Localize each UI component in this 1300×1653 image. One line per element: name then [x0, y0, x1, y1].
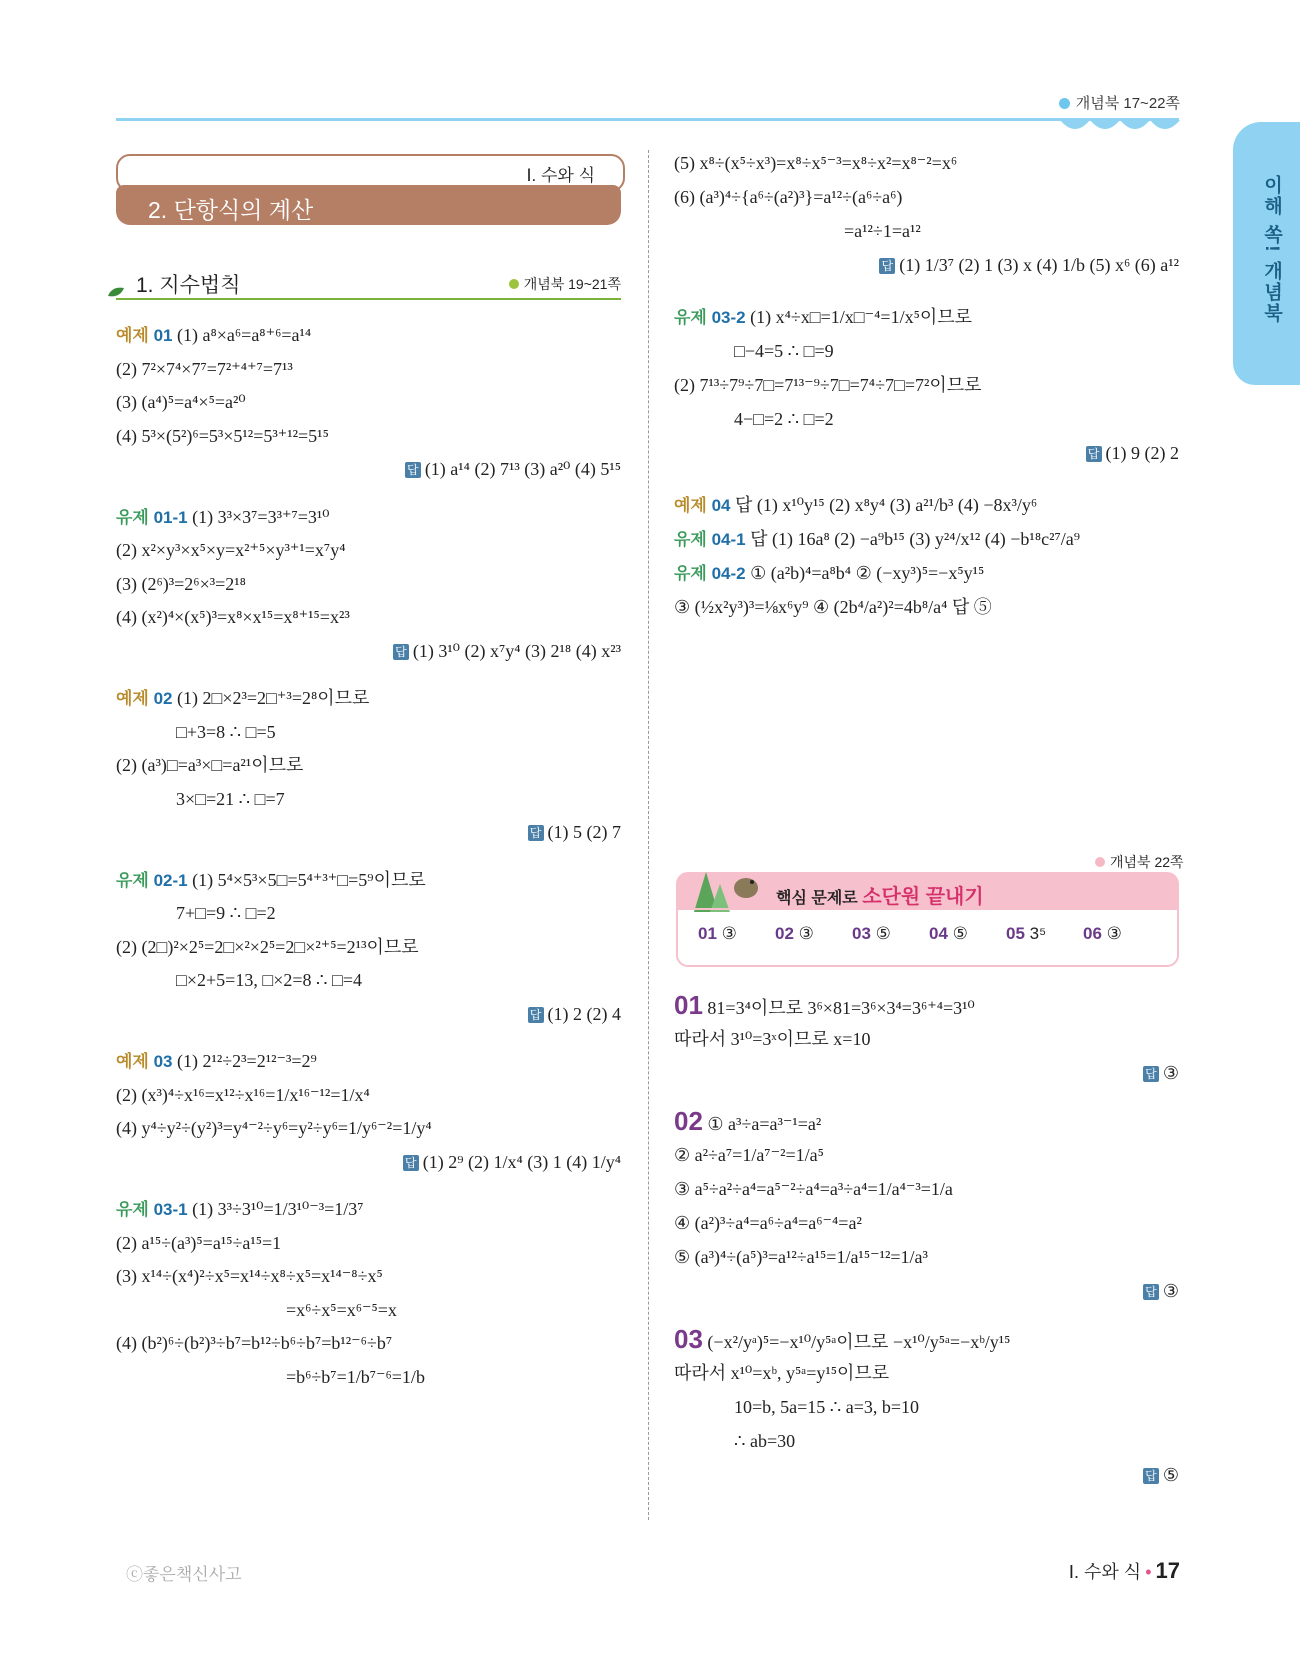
problem-number: 03-2 — [711, 308, 746, 327]
line-text: (1) 3³×3⁷=3³⁺⁷=3¹⁰ — [192, 506, 330, 527]
line-text: (4) 5³×(5²)⁶=5³×5¹²=5³⁺¹²=5¹⁵ — [116, 425, 329, 446]
content-line — [116, 1230, 621, 1256]
bullet-icon — [1095, 857, 1105, 867]
problem-number: 02-1 — [153, 870, 188, 890]
answer-text: ③ — [1162, 1063, 1179, 1083]
subsection-title: 1. 지수법칙 — [136, 274, 241, 297]
line-text: (1) 2¹²÷2³=2¹²⁻³=2⁹ — [177, 1051, 317, 1071]
line-text: (2) x²×y³×x⁵×y=x²⁺⁵×y³⁺¹=x⁷y⁴ — [116, 540, 346, 560]
key-answer-item — [698, 924, 737, 944]
problem-number: 03 — [153, 1052, 173, 1071]
content-line — [116, 389, 621, 415]
answer-icon: 답 — [403, 1155, 419, 1171]
problem-number: 03-1 — [153, 1200, 188, 1219]
line-text: 따라서 x¹⁰=xᵇ, y⁵ᵃ=y¹⁵이므로 — [674, 1363, 890, 1383]
content-line — [116, 604, 621, 630]
answer-text: (1) 3¹⁰ (2) x⁷y⁴ (3) 2¹⁸ (4) x²³ — [412, 640, 621, 661]
line-text: 답 (1) 16a⁸ (2) −a⁹b¹⁵ (3) y²⁴/x¹² (4) −b¹⁸c²⁷/a⁹ — [750, 529, 1081, 549]
content-line — [674, 526, 1179, 553]
line-text: ④ (a²)³÷a⁴=a⁶÷a⁴=a⁶⁻⁴=a² — [674, 1213, 862, 1233]
line-text: 10=b, 5a=15 ∴ a=3, b=10 — [734, 1397, 920, 1417]
line-text: □−4=5 ∴ □=9 — [734, 341, 834, 361]
answer-text: (1) 5 (2) 7 — [547, 822, 621, 842]
content-line — [734, 1394, 1239, 1420]
key-answer-number: 01 — [698, 924, 717, 943]
line-text: (2) a¹⁵÷(a³)⁵=a¹⁵÷a¹⁵=1 — [116, 1232, 282, 1253]
key-answer-value: ⑤ — [875, 924, 891, 943]
answer-line — [116, 1149, 621, 1175]
answer-icon: 답 — [528, 825, 544, 841]
content-line — [116, 1196, 621, 1223]
problem-number: 01-1 — [153, 507, 188, 527]
line-text: (2) (a³)□=a³×□=a²¹이므로 — [116, 755, 304, 775]
problem-label: 유제 01-1 — [116, 507, 188, 527]
problem-label: 예제 03 — [116, 1052, 173, 1071]
chapter-unit: Ⅰ. 수와 식 — [526, 166, 595, 185]
tree-bird-icon — [686, 866, 766, 912]
content-line — [674, 992, 1179, 1021]
answer-icon: 답 — [879, 258, 895, 274]
problem-label: 예제 02 — [116, 689, 173, 708]
line-text: (1) 5⁴×5³×5□=5⁴⁺³⁺□=5⁹이므로 — [192, 869, 426, 890]
key-answer-number: 04 — [929, 924, 948, 943]
content-line — [674, 184, 1179, 210]
key-answer-value: ③ — [721, 924, 737, 943]
problem-label: 예제 01 — [116, 326, 173, 345]
page-ref: 개념북 17~22쪽 — [1059, 92, 1180, 113]
answer-icon: 답 — [393, 644, 409, 660]
content-line — [176, 967, 681, 993]
key-answer-value: 3⁵ — [1029, 924, 1047, 943]
line-text: (6) (a³)⁴÷{a⁶÷(a²)³}=a¹²÷(a⁶÷a⁶) — [674, 187, 903, 207]
content-line — [674, 1360, 1179, 1386]
answer-text: (1) 1/3⁷ (2) 1 (3) x (4) 1/b (5) x⁶ (6) a¹² — [899, 255, 1179, 275]
key-answer-value: ③ — [1106, 924, 1122, 943]
solution-number: 01 — [674, 990, 703, 1020]
line-text: 3×□=21 ∴ □=7 — [176, 788, 285, 809]
content-line — [116, 1330, 621, 1356]
line-text: ③ (½x²y³)³=⅛x⁶y⁹ ④ (2b⁴/a²)²=4b⁸/a⁴ 답 ⑤ — [674, 597, 992, 617]
solution-number: 03 — [674, 1324, 703, 1354]
answer-line — [116, 819, 621, 845]
problem-label: 유제 02-1 — [116, 870, 188, 890]
line-text: (2) 7²×7⁴×7⁷=7²⁺⁴⁺⁷=7¹³ — [116, 358, 293, 379]
line-text: (1) a⁸×a⁶=a⁸⁺⁶=a¹⁴ — [177, 325, 312, 345]
content-line — [674, 594, 1179, 620]
content-line — [116, 537, 621, 563]
line-text: 4−□=2 ∴ □=2 — [734, 409, 834, 429]
content-line — [674, 1108, 1179, 1137]
answer-text: (1) 9 (2) 2 — [1105, 443, 1179, 463]
line-text: (3) (a⁴)⁵=a⁴×⁵=a²⁰ — [116, 392, 246, 412]
key-answer-number: 06 — [1083, 924, 1102, 943]
content-line — [674, 150, 1179, 176]
key-answer-item — [1083, 924, 1122, 944]
key-answer-number: 02 — [775, 924, 794, 943]
content-line — [674, 560, 1179, 587]
answer-line — [674, 1278, 1179, 1304]
key-ref: 개념북 22쪽 — [1095, 852, 1184, 872]
answer-line — [116, 638, 621, 664]
line-text: =a¹²÷1=a¹² — [844, 221, 921, 241]
problem-label: 예제 04 — [674, 496, 731, 515]
content-line — [734, 406, 1239, 432]
content-line — [674, 372, 1179, 398]
answer-text: (1) 2 (2) 4 — [547, 1003, 621, 1024]
content-line — [116, 685, 621, 712]
key-answer-item — [852, 924, 891, 944]
answer-text: ⑤ — [1162, 1465, 1179, 1485]
key-banner — [676, 872, 1179, 910]
problem-number: 04-1 — [711, 530, 746, 549]
line-text: (1) 3³÷3¹⁰=1/3¹⁰⁻³=1/3⁷ — [192, 1199, 364, 1219]
content-line — [116, 571, 621, 597]
content-line — [116, 1048, 621, 1075]
content-line — [116, 322, 621, 349]
key-answer-item — [929, 924, 968, 944]
problem-number: 04-2 — [711, 564, 746, 583]
line-text: ③ a⁵÷a²÷a⁴=a⁵⁻²÷a⁴=a³÷a⁴=1/a⁴⁻³=1/a — [674, 1179, 953, 1199]
key-answer-value: ③ — [798, 924, 814, 943]
content-line — [116, 867, 621, 894]
problem-number: 02 — [153, 689, 173, 708]
answer-icon: 답 — [1143, 1284, 1159, 1300]
line-text: (4) (x²)⁴×(x⁵)³=x⁸×x¹⁵=x⁸⁺¹⁵=x²³ — [116, 607, 350, 627]
content-line — [176, 719, 681, 745]
line-text: ⑤ (a³)⁴÷(a⁵)³=a¹²÷a¹⁵=1/a¹⁵⁻¹²=1/a³ — [674, 1247, 928, 1267]
answer-line — [674, 252, 1179, 278]
content-line — [116, 356, 621, 382]
subsection-ref: 개념북 19~21쪽 — [509, 274, 621, 294]
line-text: (−x²/yᵃ)⁵=−x¹⁰/y⁵ᵃ이므로 −x¹⁰/y⁵ᵃ=−xᵇ/y¹⁵ — [707, 1332, 1011, 1352]
footer-page: Ⅰ. 수와 식 • 17 — [1068, 1558, 1180, 1583]
line-text: =x⁶÷x⁵=x⁶⁻⁵=x — [286, 1299, 397, 1320]
side-tab-label: 이해 쏙! 개념북 — [1261, 175, 1282, 324]
line-text: (2) 7¹³÷7⁹÷7□=7¹³⁻⁹÷7□=7⁴÷7□=7²이므로 — [674, 375, 982, 395]
content-line — [674, 1142, 1179, 1168]
line-text: ① a³÷a=a³⁻¹=a² — [707, 1114, 822, 1134]
line-text: (4) y⁴÷y²÷(y²)³=y⁴⁻²÷y⁶=y²÷y⁶=1/y⁶⁻²=1/y⁴ — [116, 1118, 432, 1138]
problem-label: 유제 03-1 — [116, 1200, 188, 1219]
content-line — [674, 492, 1179, 519]
section-title: 2. 단항식의 계산 — [116, 185, 621, 225]
line-text: =b⁶÷b⁷=1/b⁷⁻⁶=1/b — [286, 1366, 425, 1387]
line-text: (2) (x³)⁴÷x¹⁶=x¹²÷x¹⁶=1/x¹⁶⁻¹²=1/x⁴ — [116, 1084, 370, 1105]
content-line — [116, 423, 621, 449]
content-line — [176, 900, 681, 926]
line-text: 7+□=9 ∴ □=2 — [176, 903, 276, 923]
line-text: □+3=8 ∴ □=5 — [176, 721, 276, 742]
line-text: ② a²÷a⁷=1/a⁷⁻²=1/a⁵ — [674, 1145, 824, 1165]
line-text: ∴ ab=30 — [734, 1431, 796, 1451]
content-line — [116, 934, 621, 960]
key-answer-number: 03 — [852, 924, 871, 943]
answer-icon: 답 — [1143, 1066, 1159, 1082]
problem-label: 유제 03-2 — [674, 308, 746, 327]
wave-decoration — [1060, 120, 1180, 138]
answer-icon: 답 — [528, 1007, 544, 1023]
key-answer-item — [775, 924, 814, 944]
answer-icon: 답 — [405, 462, 421, 478]
bullet-icon — [1059, 98, 1070, 109]
line-text: 따라서 3¹⁰=3ˣ이므로 x=10 — [674, 1029, 871, 1049]
content-line — [116, 504, 621, 531]
content-line — [674, 1176, 1179, 1202]
line-text: 81=3⁴이므로 3⁶×81=3⁶×3⁴=3⁶⁺⁴=3¹⁰ — [707, 998, 975, 1018]
answer-line — [674, 1462, 1179, 1488]
line-text: (3) (2⁶)³=2⁶×³=2¹⁸ — [116, 573, 246, 594]
page-number: 17 — [1155, 1558, 1180, 1583]
problem-number: 04 — [711, 496, 731, 515]
line-text: ① (a²b)⁴=a⁸b⁴ ② (−xy³)⁵=−x⁵y¹⁵ — [750, 563, 985, 583]
content-line — [674, 1244, 1179, 1270]
problem-label: 유제 04-1 — [674, 530, 746, 549]
content-line — [176, 786, 681, 812]
key-answer-value: ⑤ — [952, 924, 968, 943]
line-text: 답 (1) x¹⁰y¹⁵ (2) x⁸y⁴ (3) a²¹/b³ (4) −8x³/y⁶ — [735, 495, 1038, 515]
content-line — [674, 304, 1179, 331]
answer-icon: 답 — [1086, 446, 1102, 462]
problem-label: 유제 04-2 — [674, 564, 746, 583]
content-line — [116, 1115, 621, 1141]
answer-text: (1) a¹⁴ (2) 7¹³ (3) a²⁰ (4) 5¹⁵ — [424, 459, 621, 479]
line-text: (3) x¹⁴÷(x⁴)²÷x⁵=x¹⁴÷x⁸÷x⁵=x¹⁴⁻⁸÷x⁵ — [116, 1266, 383, 1286]
answer-line — [674, 1060, 1179, 1086]
line-text: (4) (b²)⁶÷(b²)³÷b⁷=b¹²÷b⁶÷b⁷=b¹²⁻⁶÷b⁷ — [116, 1333, 393, 1353]
subsection-header — [116, 266, 621, 300]
bullet-icon — [509, 279, 519, 289]
answer-text: ③ — [1162, 1281, 1179, 1301]
copyright: ⓒ좋은책신사고 — [126, 1565, 242, 1584]
line-text: (1) 2□×2³=2□⁺³=2⁸이므로 — [177, 688, 370, 708]
key-banner-title: 핵심 문제로 소단원 끝내기 — [776, 886, 984, 908]
key-answers-box — [676, 908, 1179, 967]
content-line — [116, 752, 621, 778]
content-line — [734, 338, 1239, 364]
content-line — [734, 1428, 1239, 1454]
line-text: (1) x⁴÷x□=1/x□⁻⁴=1/x⁵이므로 — [750, 307, 973, 327]
content-line — [674, 1326, 1179, 1355]
answer-text: (1) 2⁹ (2) 1/x⁴ (3) 1 (4) 1/y⁴ — [422, 1151, 621, 1172]
answer-icon: 답 — [1143, 1468, 1159, 1484]
content-line — [844, 218, 1300, 244]
key-answer-item — [1006, 924, 1046, 944]
line-text: □×2+5=13, □×2=8 ∴ □=4 — [176, 970, 362, 990]
content-line — [116, 1082, 621, 1108]
problem-number: 01 — [153, 326, 173, 345]
key-answer-number: 05 — [1006, 924, 1025, 943]
content-line — [674, 1210, 1179, 1236]
line-text: (2) (2□)²×2⁵=2□×²×2⁵=2□×²⁺⁵=2¹³이므로 — [116, 936, 419, 957]
header-rule — [116, 118, 1179, 121]
solution-number: 02 — [674, 1106, 703, 1136]
answer-line — [116, 1001, 621, 1027]
answer-line — [674, 440, 1179, 466]
content-line — [674, 1026, 1179, 1052]
line-text: (5) x⁸÷(x⁵÷x³)=x⁸÷x⁵⁻³=x⁸÷x²=x⁸⁻²=x⁶ — [674, 153, 958, 173]
answer-line — [116, 456, 621, 482]
content-line — [116, 1263, 621, 1289]
